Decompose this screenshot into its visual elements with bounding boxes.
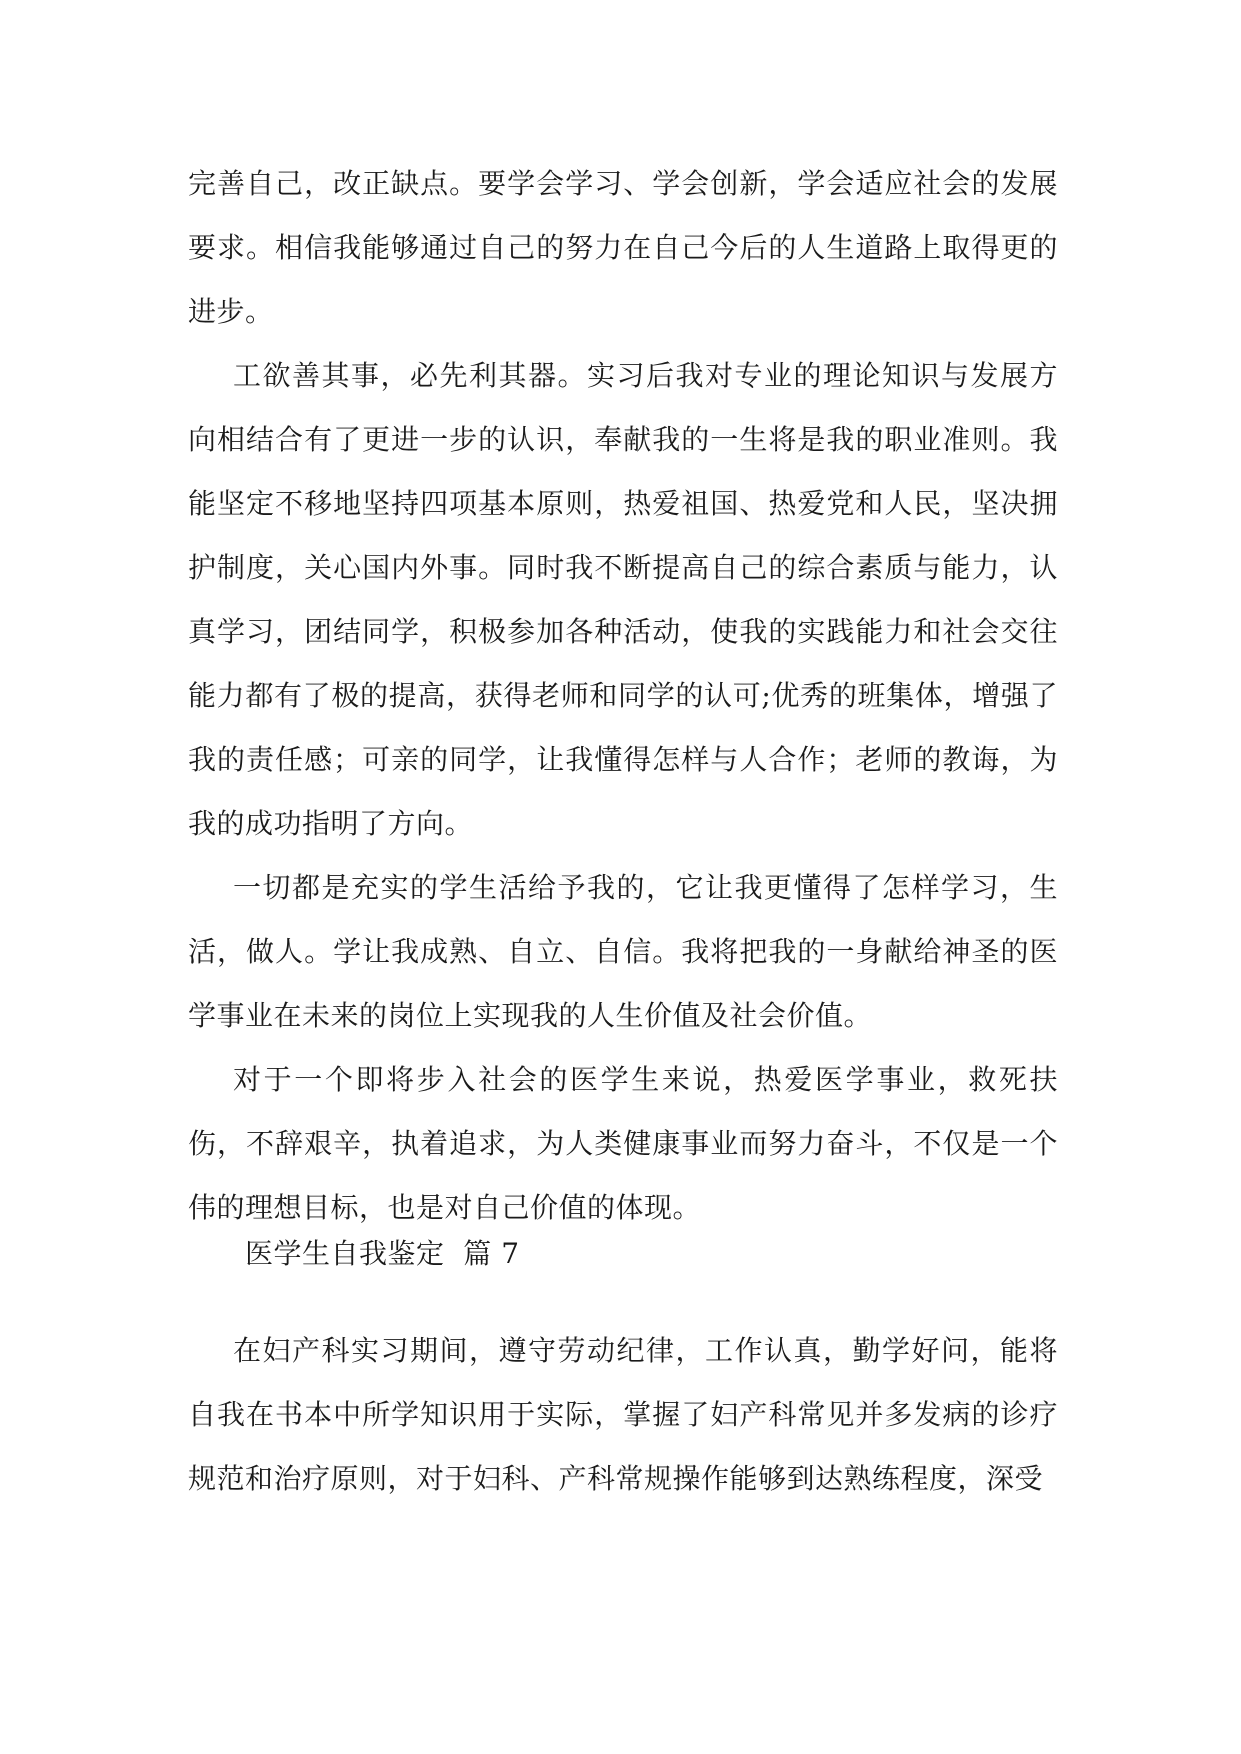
paragraph-5: 在妇产科实习期间，遵守劳动纪律，工作认真，勤学好问，能将自我在书本中所学知识用于实际，掌握了妇产科常见并多发病的诊疗规范和治疗原则，对于妇科、产科常规操作能够到达熟练程度，深受 (188, 1334, 1058, 1495)
paragraph-3: 一切都是充实的学生活给予我的，它让我更懂得了怎样学习，生活，做人。学让我成熟、自立、自信。我将把我的一身献给神圣的医学事业在未来的岗位上实现我的人生价值及社会价值。 (188, 871, 1058, 1032)
paragraph-2: 工欲善其事，必先利其器。实习后我对专业的理论知识与发展方向相结合有了更进一步的认识，奉献我的一生将是我的职业准则。我能坚定不移地坚持四项基本原则，热爱祖国、热爱党和人民，坚决拥护制度，关心国内外事。同时我不断提高自己的综合素质与能力，认真学习，团结同学，积极参加各种活动，使我的实践能力和社会交往能力都有了极的提高，获得老师和同学的认可;优秀的班集体，增强了我的责任感；可亲的同学，让我懂得怎样与人合作；老师的教诲，为我的成功指明了方向。 (188, 359, 1058, 840)
body-text-top (188, 152, 1058, 1240)
body-text-bottom (188, 1319, 1058, 1511)
section-heading: 医学生自我鉴定 篇 7 (245, 1237, 520, 1270)
paragraph-4: 对于一个即将步入社会的医学生来说，热爱医学事业，救死扶伤，不辞艰辛，执着追求，为人类健康事业而努力奋斗，不仅是一个伟的理想目标，也是对自己价值的体现。 (188, 1063, 1058, 1224)
paragraph-1: 完善自己，改正缺点。要学会学习、学会创新，学会适应社会的发展要求。相信我能够通过自己的努力在自己今后的人生道路上取得更的进步。 (188, 167, 1058, 328)
